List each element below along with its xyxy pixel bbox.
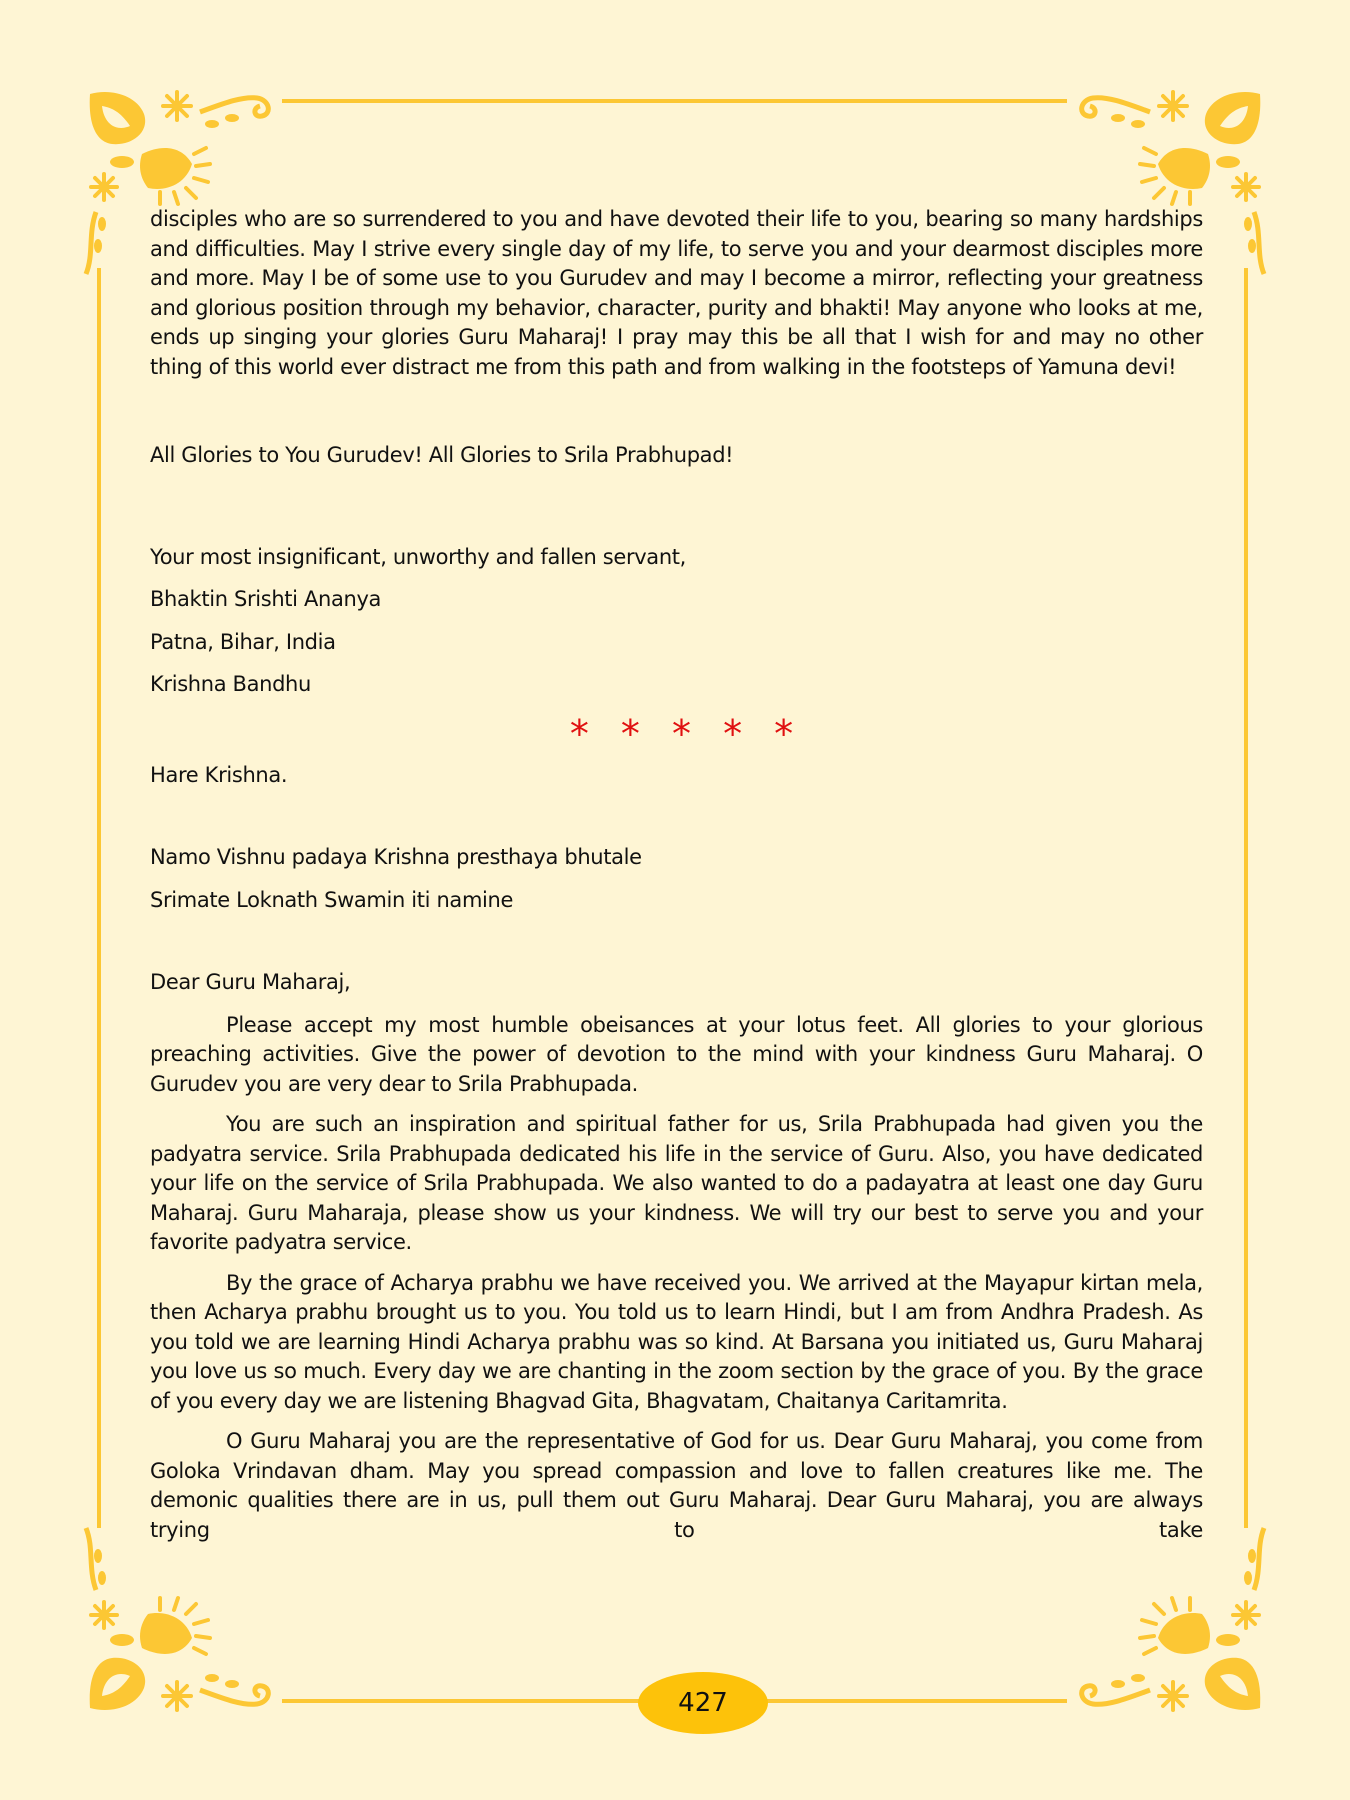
pranam-mantra-line: Srimate Loknath Swamin iti namine xyxy=(150,887,514,912)
letter1-closing-paragraph: disciples who are so surrendered to you and have devoted their life to you, bearing so many hardships and difficulties. May I strive every single day of my life, to serve you and your dearmost disciples more and more. May I be of some use to you Gurudev and may I become a mirror, reflecting your greatness and glorious position through my behavior, character, purity and bhakti! May anyone who looks at me, ends up singing your glories Guru Maharaj! I pray may this be all that I wish for and may no other thing of this world ever distract me from this path and from walking in the footsteps of Yamuna devi! xyxy=(150,207,1203,379)
asterisks-separator-icon: * * * * * xyxy=(569,711,804,756)
letter-paragraph: By the grace of Acharya prabhu we have received you. We arrived at the Mayapur kirtan mela, then Acharya prabhu brought us to you. You told us to learn Hindi, but I am from Andhra Pradesh. As you told we are learning Hindi Acharya prabhu was so kind. At Barsana you initiated us, Guru Maharaj you love us so much. Every day we are chanting in the zoom section by the grace of you. By the grace of you every day we are listening Bhagvad Gita, Bhagvatam, Chaitanya Caritamrita. xyxy=(150,1270,1203,1413)
letter-content xyxy=(150,205,1203,1556)
spacer xyxy=(150,928,1203,968)
letter-paragraph: O Guru Maharaj you are the representative of God for us. Dear Guru Maharaj, you come from Goloka Vrindavan dham. May you spread compassion and love to fallen creatures like me. The demonic qualities there are in us, pull them out Guru Maharaj. Dear Guru Maharaj, you are always trying to take xyxy=(150,1429,1203,1542)
greeting: Hare Krishna. xyxy=(150,762,288,787)
salutation: Dear Guru Maharaj, xyxy=(150,970,351,994)
border-line-right xyxy=(1244,268,1248,1528)
page-number-badge xyxy=(638,1672,768,1734)
spacer xyxy=(150,803,1203,843)
signature-group: Krishna Bandhu xyxy=(150,672,311,696)
glories-line: All Glories to You Gurudev! All Glories to Srila Prabhupad! xyxy=(150,443,734,467)
letter-paragraph: You are such an inspiration and spiritual father for us, Srila Prabhupada had given you the padyatra service. Srila Prabhupada dedicated his life in the service of Guru. Also, you have dedicated your life on the service of Srila Prabhupada. We also wanted to do a padayatra at least one day Guru Maharaj. Guru Maharaja, please show us your kindness. We will try our best to serve you and your favorite padyatra service. xyxy=(150,1112,1203,1254)
signature-location: Patna, Bihar, India xyxy=(150,629,336,654)
border-line-bottom-left xyxy=(282,1699,642,1703)
page-number: 427 xyxy=(678,1688,728,1718)
spacer xyxy=(150,484,1203,543)
border-line-bottom-right xyxy=(760,1699,1067,1703)
letter-paragraph: Please accept my most humble obeisances at your lotus feet. All glories to your glorious preaching activities. Give the power of devotion to the mind with your kindness Guru Maharaj. O Gurudev you are very dear to Srila Prabhupada. xyxy=(150,1012,1203,1096)
signature-closing: Your most insignificant, unworthy and fallen servant, xyxy=(150,544,686,569)
border-line-left xyxy=(97,268,101,1528)
signature-name: Bhaktin Srishti Ananya xyxy=(150,587,382,611)
border-line-top xyxy=(282,99,1067,103)
pranam-mantra-line: Namo Vishnu padaya Krishna presthaya bhutale xyxy=(150,845,642,869)
spacer xyxy=(150,382,1203,441)
